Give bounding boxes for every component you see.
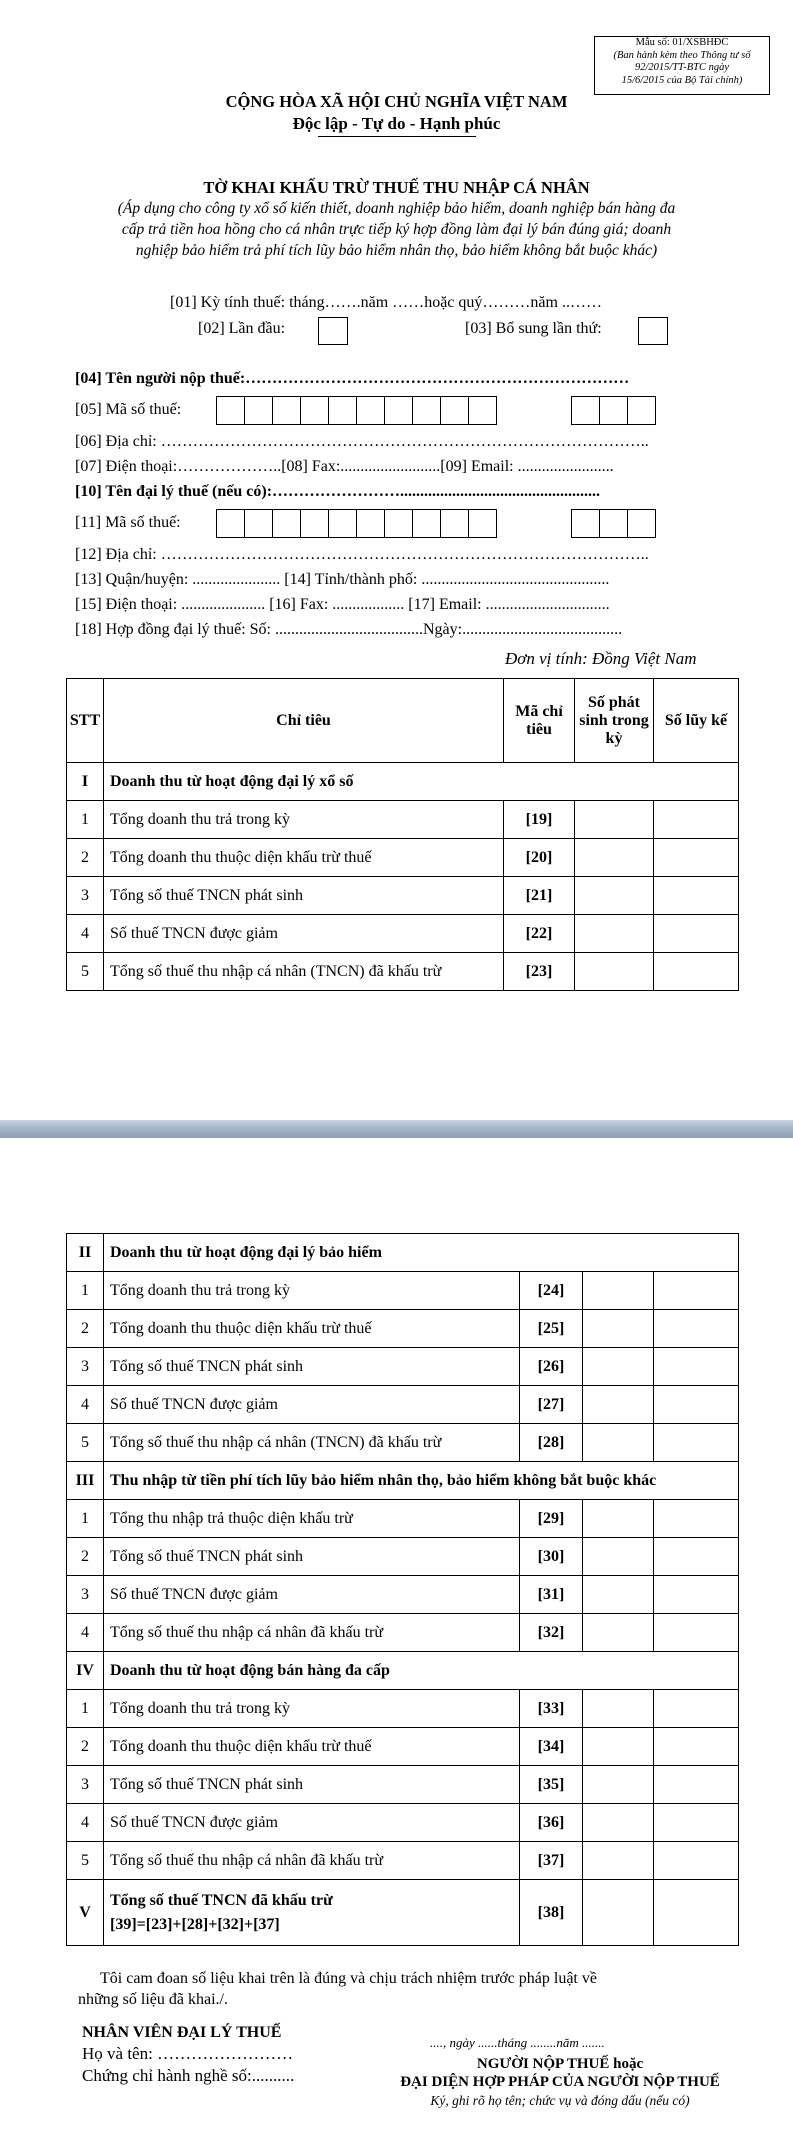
total-label: Tổng số thuế TNCN đã khấu trừ — [110, 1891, 333, 1909]
period-amount-cell[interactable] — [583, 1614, 654, 1652]
row-label: Tổng doanh thu thuộc diện khấu trừ thuế — [104, 1728, 520, 1766]
row-code: [29] — [520, 1500, 583, 1538]
table-row — [67, 839, 739, 877]
tax-agent-district-field[interactable]: [13] Quận/huyện: ...................... [14] Tỉnh/thành phố: ............................................... — [75, 571, 610, 588]
tax-code-cell[interactable] — [272, 396, 301, 425]
tax-code-cell[interactable] — [599, 509, 628, 538]
tax-agent-contact-field[interactable]: [15] Điện thoại: ..................... [16] Fax: .................. [17] Email: ............................... — [75, 596, 610, 613]
row-stt: 5 — [67, 1842, 104, 1880]
period-amount-cell[interactable] — [583, 1880, 654, 1946]
row-code: [26] — [520, 1348, 583, 1386]
supplement-checkbox[interactable] — [638, 317, 668, 345]
tax-code-cell[interactable] — [412, 509, 441, 538]
row-label: Tổng doanh thu thuộc diện khấu trừ thuế — [104, 839, 504, 877]
tax-agent-tax-code-cells[interactable] — [217, 509, 497, 538]
row-code: [37] — [520, 1842, 583, 1880]
table-row — [67, 915, 739, 953]
header-chi-tieu: Chỉ tiêu — [104, 679, 504, 763]
row-stt: 3 — [67, 877, 104, 915]
table-row — [67, 1424, 739, 1462]
section-number: III — [67, 1462, 104, 1500]
period-amount-cell[interactable] — [583, 1348, 654, 1386]
row-code: [36] — [520, 1804, 583, 1842]
taxpayer-tax-code-suffix-cells[interactable] — [572, 396, 656, 425]
form-issued-by-2: 92/2015/TT-BTC ngày — [634, 62, 730, 73]
tax-code-cell[interactable] — [627, 396, 656, 425]
tax-code-cell[interactable] — [440, 509, 469, 538]
tax-period-field[interactable]: [01] Kỳ tính thuế: tháng…….năm ……hoặc quý………năm ..…… — [170, 294, 602, 311]
period-amount-cell[interactable] — [583, 1842, 654, 1880]
tax-code-cell[interactable] — [244, 509, 273, 538]
section-row — [67, 763, 739, 801]
declaration-statement-2: những số liệu đã khai./. — [78, 1991, 228, 2008]
row-code: [23] — [504, 953, 575, 991]
section-label: Doanh thu từ hoạt động đại lý bảo hiểm — [104, 1234, 739, 1272]
period-amount-cell[interactable] — [583, 1804, 654, 1842]
table-row — [67, 1576, 739, 1614]
total-row — [67, 1880, 739, 1946]
tax-code-cell[interactable] — [384, 396, 413, 425]
table-row — [67, 1386, 739, 1424]
form-subtitle-3: nghiệp bảo hiểm trả phí tích lũy bảo hiểm nhân thọ, bảo hiểm không bắt buộc khác) — [135, 242, 658, 259]
row-stt: 2 — [67, 1538, 104, 1576]
table-row — [67, 1766, 739, 1804]
form-number-box — [594, 36, 770, 95]
total-formula: [39]=[23]+[28]+[32]+[37] — [110, 1915, 280, 1933]
tax-agent-name-field[interactable]: [10] Tên đại lý thuế (nếu có):…………………….................................................. — [75, 483, 601, 500]
row-stt: 1 — [67, 1500, 104, 1538]
taxpayer-tax-code-label: [05] Mã số thuế: — [75, 401, 182, 418]
period-amount-cell[interactable] — [583, 1500, 654, 1538]
tax-agent-tax-code-label: [11] Mã số thuế: — [75, 514, 181, 531]
row-label: Tổng số thuế TNCN phát sinh — [104, 877, 504, 915]
tax-agent-tax-code-suffix-cells[interactable] — [572, 509, 656, 538]
period-amount-cell[interactable] — [583, 1272, 654, 1310]
cumulative-amount-cell[interactable] — [654, 1880, 739, 1946]
declaration-table-part-2 — [66, 1233, 739, 1946]
cumulative-amount-cell[interactable] — [654, 1576, 739, 1614]
row-label: Số thuế TNCN được giảm — [104, 1386, 520, 1424]
row-stt: 4 — [67, 915, 104, 953]
taxpayer-address-field[interactable]: [06] Địa chỉ: ……………………………………………………………………………….. — [75, 433, 649, 450]
period-amount-cell[interactable] — [583, 1728, 654, 1766]
row-stt: 2 — [67, 1310, 104, 1348]
section-row — [67, 1234, 739, 1272]
tax-code-cell[interactable] — [216, 509, 245, 538]
row-code: [27] — [520, 1386, 583, 1424]
tax-code-cell[interactable] — [468, 396, 497, 425]
sign-date[interactable]: ...., ngày ......tháng ........năm ....... — [430, 2035, 605, 2050]
form-number: Mẫu số: 01/XSBHĐC — [635, 37, 729, 48]
row-stt: 3 — [67, 1348, 104, 1386]
row-code: [31] — [520, 1576, 583, 1614]
period-amount-cell[interactable] — [583, 1690, 654, 1728]
first-time-label: [02] Lần đầu: — [198, 320, 286, 337]
row-stt: 3 — [67, 1576, 104, 1614]
row-stt: 4 — [67, 1386, 104, 1424]
form-subtitle-2: cấp trả tiền hoa hồng cho cá nhân trực tiếp ký hợp đồng làm đại lý bán đúng giá; doanh — [121, 221, 672, 238]
agent-title: NHÂN VIÊN ĐẠI LÝ THUẾ — [82, 2024, 282, 2041]
table-row — [67, 1804, 739, 1842]
row-stt: 4 — [67, 1614, 104, 1652]
section-label: Doanh thu từ hoạt động đại lý xổ số — [104, 763, 739, 801]
signer-title-1: NGƯỜI NỘP THUẾ hoặc — [476, 2056, 644, 2072]
cumulative-amount-cell[interactable] — [654, 1310, 739, 1348]
section-label: Thu nhập từ tiền phí tích lũy bảo hiểm nhân thọ, bảo hiểm không bắt buộc khác — [104, 1462, 739, 1500]
tax-code-cell[interactable] — [356, 396, 385, 425]
cumulative-amount-cell[interactable] — [654, 1538, 739, 1576]
row-stt: 5 — [67, 1424, 104, 1462]
table-row — [67, 1310, 739, 1348]
period-amount-cell[interactable] — [583, 1576, 654, 1614]
cumulative-amount-cell[interactable] — [654, 1348, 739, 1386]
page-separator — [0, 1120, 793, 1138]
tax-code-cell[interactable] — [356, 509, 385, 538]
supplement-label: [03] Bổ sung lần thứ: — [465, 320, 602, 337]
cumulative-amount-cell[interactable] — [654, 1728, 739, 1766]
table-header-row — [67, 679, 739, 763]
cumulative-amount-cell[interactable] — [654, 1766, 739, 1804]
row-stt: 5 — [67, 953, 104, 991]
signer-note: Ký, ghi rõ họ tên; chức vụ và đóng dấu (nếu có) — [430, 2093, 690, 2108]
row-code: [25] — [520, 1310, 583, 1348]
form-title: TỜ KHAI KHẤU TRỪ THUẾ THU NHẬP CÁ NHÂN — [203, 178, 590, 197]
row-stt: 1 — [67, 801, 104, 839]
tax-code-cell[interactable] — [216, 396, 245, 425]
row-code: [20] — [504, 839, 575, 877]
row-stt: 4 — [67, 1804, 104, 1842]
row-stt: 1 — [67, 1272, 104, 1310]
tax-code-cell[interactable] — [384, 509, 413, 538]
signer-title-2: ĐẠI DIỆN HỢP PHÁP CỦA NGƯỜI NỘP THUẾ — [400, 2074, 720, 2090]
row-code: [22] — [504, 915, 575, 953]
cumulative-amount-cell[interactable] — [654, 1500, 739, 1538]
declaration-statement-1: Tôi cam đoan số liệu khai trên là đúng và chịu trách nhiệm trước pháp luật về — [100, 1970, 597, 1987]
table-row — [67, 1728, 739, 1766]
tax-code-cell[interactable] — [627, 509, 656, 538]
motto-underline — [318, 136, 476, 137]
section-number: I — [67, 763, 104, 801]
agent-certificate-field[interactable]: Chứng chỉ hành nghề số:.......... — [82, 2066, 295, 2085]
row-code: [34] — [520, 1728, 583, 1766]
row-label: Số thuế TNCN được giảm — [104, 1804, 520, 1842]
period-amount-cell[interactable] — [575, 801, 654, 839]
row-label: Tổng số thuế thu nhập cá nhân đã khấu trừ — [104, 1842, 520, 1880]
form-issued-by-1: (Ban hành kèm theo Thông tư số — [613, 49, 751, 61]
row-label: Tổng số thuế TNCN phát sinh — [104, 1348, 520, 1386]
header-so-phat-sinh: Số phát sinh trong kỳ — [575, 679, 654, 763]
period-amount-cell[interactable] — [583, 1424, 654, 1462]
table-row — [67, 1500, 739, 1538]
section-number: V — [67, 1880, 104, 1946]
row-label: Tổng số thuế thu nhập cá nhân (TNCN) đã khấu trừ — [104, 953, 504, 991]
taxpayer-name-field[interactable]: [04] Tên người nộp thuế:……………………………………………………………… — [75, 370, 630, 387]
row-code: [38] — [520, 1880, 583, 1946]
tax-code-cell[interactable] — [272, 509, 301, 538]
section-number: IV — [67, 1652, 104, 1690]
cumulative-amount-cell[interactable] — [654, 1614, 739, 1652]
tax-code-cell[interactable] — [571, 509, 600, 538]
table-row — [67, 877, 739, 915]
taxpayer-contact-field[interactable]: [07] Điện thoại:………………..[08] Fax:.........................[09] Email: ........................ — [75, 458, 614, 475]
cumulative-amount-cell[interactable] — [654, 839, 739, 877]
row-label: Tổng số thuế thu nhập cá nhân (TNCN) đã khấu trừ — [104, 1424, 520, 1462]
row-code: [28] — [520, 1424, 583, 1462]
cumulative-amount-cell[interactable] — [654, 1424, 739, 1462]
row-code: [21] — [504, 877, 575, 915]
row-stt: 2 — [67, 839, 104, 877]
table-row — [67, 1538, 739, 1576]
row-label: Tổng doanh thu trả trong kỳ — [104, 801, 504, 839]
currency-unit: Đơn vị tính: Đồng Việt Nam — [505, 649, 697, 668]
row-code: [32] — [520, 1614, 583, 1652]
page-2 — [0, 1138, 793, 2151]
row-stt: 3 — [67, 1766, 104, 1804]
tax-code-cell[interactable] — [300, 509, 329, 538]
cumulative-amount-cell[interactable] — [654, 877, 739, 915]
table-row — [67, 1614, 739, 1652]
row-label: Tổng doanh thu trả trong kỳ — [104, 1272, 520, 1310]
cumulative-amount-cell[interactable] — [654, 953, 739, 991]
form-issued-by-3: 15/6/2015 của Bộ Tài chính) — [621, 74, 743, 86]
section-row — [67, 1652, 739, 1690]
period-amount-cell[interactable] — [583, 1310, 654, 1348]
tax-code-cell[interactable] — [440, 396, 469, 425]
form-subtitle-1: (Áp dụng cho công ty xổ số kiến thiết, doanh nghiệp bảo hiểm, doanh nghiệp bán hàng đa — [117, 200, 676, 217]
cumulative-amount-cell[interactable] — [654, 1386, 739, 1424]
table-row — [67, 1272, 739, 1310]
row-label: Tổng số thuế TNCN phát sinh — [104, 1766, 520, 1804]
cumulative-amount-cell[interactable] — [654, 801, 739, 839]
row-code: [35] — [520, 1766, 583, 1804]
period-amount-cell[interactable] — [575, 915, 654, 953]
tax-code-cell[interactable] — [328, 396, 357, 425]
row-code: [19] — [504, 801, 575, 839]
period-amount-cell[interactable] — [583, 1538, 654, 1576]
table-row — [67, 1348, 739, 1386]
table-row — [67, 953, 739, 991]
header-ma-chi-tieu: Mã chỉ tiêu — [504, 679, 575, 763]
tax-agent-address-field[interactable]: [12] Địa chỉ: ……………………………………………………………………………….. — [75, 546, 649, 563]
row-label: Tổng doanh thu trả trong kỳ — [104, 1690, 520, 1728]
period-amount-cell[interactable] — [583, 1386, 654, 1424]
period-amount-cell[interactable] — [575, 877, 654, 915]
row-label: Tổng số thuế thu nhập cá nhân đã khấu trừ — [104, 1614, 520, 1652]
section-number: II — [67, 1234, 104, 1272]
tax-code-cell[interactable] — [244, 396, 273, 425]
agent-name-field[interactable]: Họ và tên: …………………… — [82, 2044, 294, 2063]
cumulative-amount-cell[interactable] — [654, 1272, 739, 1310]
nation-heading: CỘNG HÒA XÃ HỘI CHỦ NGHĨA VIỆT NAM — [225, 92, 568, 111]
table-row — [67, 801, 739, 839]
tax-code-cell[interactable] — [468, 509, 497, 538]
row-label: Tổng thu nhập trả thuộc diện khấu trừ — [104, 1500, 520, 1538]
period-amount-cell[interactable] — [575, 953, 654, 991]
row-label: Số thuế TNCN được giảm — [104, 1576, 520, 1614]
row-label: Tổng doanh thu thuộc diện khấu trừ thuế — [104, 1310, 520, 1348]
declaration-table-part-1 — [66, 678, 739, 991]
row-label: Tổng số thuế TNCN phát sinh — [104, 1538, 520, 1576]
header-stt: STT — [67, 679, 104, 763]
row-stt: 2 — [67, 1728, 104, 1766]
row-stt: 1 — [67, 1690, 104, 1728]
tax-code-cell[interactable] — [571, 396, 600, 425]
motto: Độc lập - Tự do - Hạnh phúc — [292, 114, 501, 133]
tax-code-cell[interactable] — [412, 396, 441, 425]
cumulative-amount-cell[interactable] — [654, 1804, 739, 1842]
table-row — [67, 1690, 739, 1728]
first-time-checkbox[interactable] — [318, 317, 348, 345]
section-row — [67, 1462, 739, 1500]
tax-code-cell[interactable] — [599, 396, 628, 425]
cumulative-amount-cell[interactable] — [654, 1842, 739, 1880]
period-amount-cell[interactable] — [583, 1766, 654, 1804]
tax-code-cell[interactable] — [328, 509, 357, 538]
tax-agent-contract-field[interactable]: [18] Hợp đồng đại lý thuế: Số: .....................................Ngày:........................................ — [75, 621, 623, 638]
header-so-luy-ke: Số lũy kế — [654, 679, 739, 763]
row-label: Số thuế TNCN được giảm — [104, 915, 504, 953]
cumulative-amount-cell[interactable] — [654, 915, 739, 953]
total-label-cell — [104, 1880, 520, 1946]
section-label: Doanh thu từ hoạt động bán hàng đa cấp — [104, 1652, 739, 1690]
row-code: [30] — [520, 1538, 583, 1576]
tax-code-cell[interactable] — [300, 396, 329, 425]
row-code: [33] — [520, 1690, 583, 1728]
taxpayer-tax-code-cells[interactable] — [217, 396, 497, 425]
period-amount-cell[interactable] — [575, 839, 654, 877]
table-row — [67, 1842, 739, 1880]
row-code: [24] — [520, 1272, 583, 1310]
cumulative-amount-cell[interactable] — [654, 1690, 739, 1728]
